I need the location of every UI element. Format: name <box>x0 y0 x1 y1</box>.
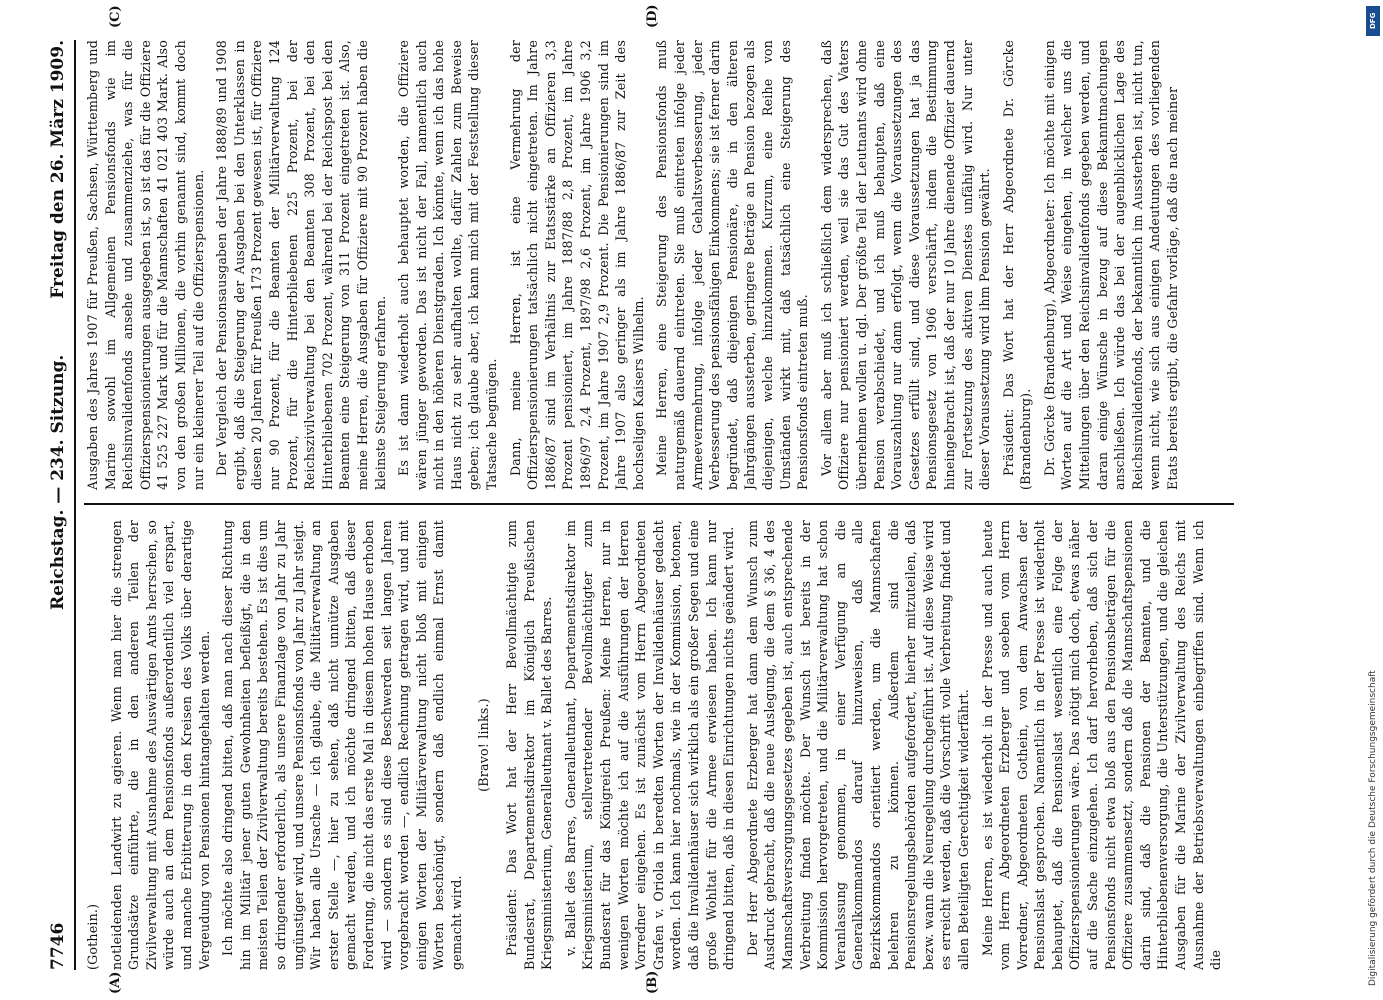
paragraph-speech: Dr. Görcke (Brandenburg), Abgeordneter: Ich möchte mit einigen Worten auf die Art und Weise eingehen, in welcher uns die Mitteilungen über den Reichsinvalidenfonds gegeben werden, und daran einige Wünsche in bezug auf diese Bekanntmachungen anschließen. Ich würde das bei der augenblicklichen Lage des Reichsinvalidenfonds, der bekanntlich im Aussterben ist, nicht tun, wenn nicht, wie sich aus einigen Andeutungen des vorliegenden Etats bereits ergibt, die Gefahr vorläge, daß die nach meiner <box>1041 40 1181 490</box>
digitization-credit: Digitalisierung gefördert durch die Deutsche Forschungsgemeinschaft <box>1368 670 1378 986</box>
paragraph-president: Präsident: Das Wort hat der Herr Abgeordnete Dr. Görcke (Brandenburg). <box>1000 40 1034 490</box>
paragraph: Meine Herren, eine Steigerung des Pensionsfonds muß naturgemäß dauernd eintreten. Sie muß eintreten infolge jeder Armeevermehrung, infolge jeder Gehaltsverbesserung, jeder Verbesserung des pensionsfähigen Einkommens; sie ist ferner darin begründet, daß diejenigen Pensionäre, die in den älteren Jahrgängen aussterben, geringere Beträge an Pension bezogen als diejenigen, welche hinzukommen. Kurzum, eine Reihe von Umständen wirkt mit, daß tatsächlich eine Steigerung des Pensionsfonds eintreten muß. <box>654 40 811 490</box>
paragraph: notleidenden Landwirt zu agieren. Wenn man hier die strengen Grundsätze einführte, die in den anderen Teilen der Zivilverwaltung mit Ausnahme des Auswärtigen Amts herrschen, so würde auch an dem Pensionsfonds außerordentlich viel erspart, und manche Erbitterung in den Kreisen des Volks über derartige Vergeudung von Pensionen hintangehalten werden. <box>108 520 212 970</box>
session-date: Freitag den 26. März 1909. <box>48 40 68 299</box>
interjection: (Bravo! links.) <box>476 698 492 792</box>
dfg-logo: DFG <box>1366 6 1380 36</box>
right-column <box>84 40 1254 490</box>
paragraph: Der Herr Abgeordnete Erzberger hat dann dem Wunsch zum Ausdruck gebracht, daß die neue Auslegung, die dem § 36, 4 des Mannschaftsversorgungsgesetzes gegeben ist, auch entsprechende Verbreitung finden möchte. Der Wunsch ist bereits in der Kommission hervorgetreten, und die Militärverwaltung hat schon Veranlassung genommen, in einer Verfügung an die Generalkommandos darauf hinzuweisen, daß alle Bezirkskommandos orientiert werden, um die Mannschaften belehren zu können. Außerdem sind die Pensionsregelungsbehörden aufgefordert, hierher mitzuteilen, daß bezw. wann die Neuregelung durchgeführt ist. Auf diese Weise wird es erreicht werden, daß die Vorschrift volle Verbreitung findet und allen Beteiligten Gerechtigkeit widerfährt. <box>744 520 971 970</box>
paragraph: Meine Herren, es ist wiederholt in der Presse und auch heute vom Herrn Abgeordneten Erzberger und soeben vom Herrn Vorredner, Abgeordneten Gothein, von dem Anwachsen der Pensionslast gesprochen. Namentlich in der Presse ist wiederholt behauptet, daß die Pensionslast wesentlich eine Folge der Offizierspensionierungen wäre. Das nötigt mich doch, etwas näher auf die Sache einzugehen. Ich darf hervorheben, daß sich der Pensionsfonds nicht etwa bloß aus den Pensionsbeträgen für die Offiziere zusammensetzt, sondern daß die Mannschaftspensionen darin sind, daß die Pensionen der Beamten, und die Hinterbliebenenversorgung, die Unterstützungen, und die gleichen Ausgaben für die Marine der Zivilverwaltung des Reichs mit Ausnahme der Betriebsverwaltungen einbegriffen sind. Wenn ich die <box>979 520 1224 970</box>
paragraph: Es ist dann wiederholt auch behauptet worden, die Offiziere wären jünger geworden. Das ist nicht der Fall, namentlich auch nicht in den höheren Dienstgraden. Ich könnte, wenn ich das hohe Haus nicht zu sehr aufhalten wollte, dafür Zahlen zum Beweise geben; ich glaube aber, ich kann mich mit der Feststellung dieser Tatsache begnügen. <box>396 40 500 490</box>
speaker-continuation: (Gothein.) <box>85 903 100 970</box>
paragraph: Der Vergleich der Pensionsausgaben der Jahre 1888/89 und 1908 ergibt, daß die Steigerung der Ausgaben bei den Unterklassen in diesen 20 Jahren für Preußen 173 Prozent gewesen ist, für Offiziere nur 90 Prozent, für die Beamten der Militärverwaltung 124 Prozent, für die Hinterbliebenen 225 Prozent, bei der Reichszivilverwaltung bei den Beamten 308 Prozent, bei den Hinterbliebenen 702 Prozent, während bei der Reichspost bei den Beamten eine Steigerung von 311 Prozent eingetreten ist. Also, meine Herren, die Ausgaben für Offiziere mit 90 Prozent haben die kleinste Steigerung erfahren. <box>214 40 388 490</box>
left-column <box>84 520 1254 970</box>
session-title: Reichstag. — 234. Sitzung. <box>48 354 68 610</box>
digitization-sidebar <box>1366 6 1380 994</box>
text-columns <box>84 40 1254 970</box>
paragraph-speech: v. Ballet des Barres, Generalleutnant, Departementsdirektor im Kriegsministerium, stellvertretender Bevollmächtigter zum Bundesrat für das Königreich Preußen: Meine Herren, nur in wenigen Worten möchte ich auf die Ausführungen der Herren Vorredner eingehen. Es ist zunächst vom Herrn Abgeordneten Grafen v. Oriola in beredten Worten der Invalidenhäuser gedacht worden. Ich kann hier nochmals, wie in der Kommission, betonen, daß die Invalidenhäuser sich wirklich als ein großer Segen und eine große Wohltat für die Armee erwiesen haben. Ich kann nur dringend bitten, daß in diesen Einrichtungen nichts geändert wird. <box>562 520 737 970</box>
margin-marker-a: (A) <box>108 971 123 994</box>
paragraph: Ausgaben des Jahres 1907 für Preußen, Sachsen, Württemberg und Marine sowohl im Allgemeinen Pensionsfonds wie im Reichsinvalidenfonds ansehe und zusammenziehe, was für die Offizierspensionierungen ausgegeben ist, so ist das für die Offiziere 41 525 227 Mark und für die Mannschaften 41 021 403 Mark. Also von den großen Millionen, die vorhin genannt sind, kommt doch nur ein kleinerer Teil auf die Offizierspensionen. <box>85 40 206 490</box>
margin-marker-d: (D) <box>645 4 660 28</box>
paragraph-president: Präsident: Das Wort hat der Herr Bevollmächtigte zum Bundesrat, Departementsdirektor im Königlich Preußischen Kriegsministerium, Generalleutnant v. Ballet des Barres. <box>504 520 555 970</box>
page-number: 7746 <box>48 922 68 970</box>
page-header <box>40 40 76 970</box>
column-divider <box>84 504 1234 506</box>
margin-marker-b: (B) <box>645 970 660 994</box>
paragraph: Dann, meine Herren, ist eine Vermehrung der Offizierspensionierungen tatsächlich nicht eingetreten. Im Jahre 1886/87 sind im Verhältnis zur Etatsstärke an Offizieren 3,3 Prozent pensioniert, im Jahre 1887/88 2,8 Prozent, im Jahre 1896/97 2,4 Prozent, 1897/98 2,6 Prozent, im Jahre 1906 3,2 Prozent, im Jahre 1907 2,9 Prozent. Die Pensionierungen sind im Jahre 1907 also geringer als im Jahre 1886/87 zur Zeit des hochseligen Kaisers Wilhelm. <box>507 40 646 490</box>
paragraph: Ich möchte also dringend bitten, daß man nach dieser Richtung hin im Militär jener guten Gewohnheiten befleißigt, die in den meisten Teilen der Zivilverwaltung bereits bestehen. Es ist dies um so dringender erforderlich, als unsere Finanzlage von Jahr zu Jahr ungünstiger wird, und unsere Pensionsfonds von Jahr zu Jahr steigt. Wir haben alle Ursache — ich glaube, die Militärverwaltung an erster Stelle —, hier zu sehen, daß nicht unnütze Ausgaben gemacht werden, und ich möchte dringend bitten, daß dieser Forderung, die nicht das erste Mal in diesem hohen Hause erhoben wird — sondern es sind diese Beschwerden seit langen Jahren vorgebracht worden —, endlich Rechnung getragen wird, und mit einigen Worten der Militärverwaltung nicht bloß mit einigen Worten beschönigt, sondern daß endlich einmal Ernst damit gemacht wird. <box>220 520 464 970</box>
paragraph: Vor allem aber muß ich schließlich dem widersprechen, daß Offiziere nur pensioniert werden, weil sie das Gut des Vaters übernehmen wollen u. dgl. Der größte Teil der Leutnants wird ohne Pension verabschiedet, und ich muß behaupten, daß eine Vorauszahlung nur dann erfolgt, wenn die Voraussetzungen des Gesetzes erfüllt sind, und diese Voraussetzungen hat ja das Pensionsgesetz von 1906 verschärft, indem die Bestimmung hineingebracht ist, daß der nur 10 Jahre dienende Offizier dauernd zur Fortsetzung des aktiven Dienstes unfähig wird. Nur unter dieser Voraussetzung wird ihm Pension gewährt. <box>818 40 993 490</box>
margin-marker-c: (C) <box>108 5 123 28</box>
